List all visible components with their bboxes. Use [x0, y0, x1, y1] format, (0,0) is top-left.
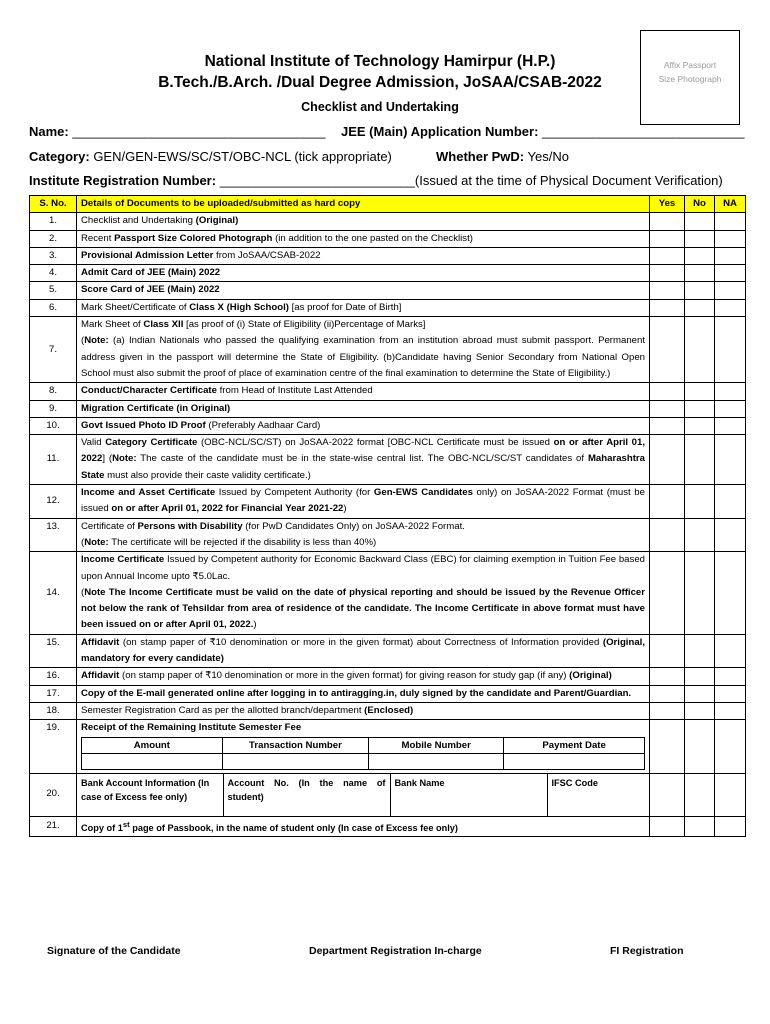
institute-title: National Institute of Technology Hamirpur (H.P.) — [204, 53, 556, 70]
row-na-cell[interactable] — [715, 247, 746, 264]
table-row — [30, 247, 746, 264]
row-yes-cell[interactable] — [650, 720, 685, 773]
row-details: Govt Issued Photo ID Proof (Preferably Aadhaar Card) — [77, 417, 650, 434]
row-sno: 4. — [30, 265, 77, 282]
documents-table — [29, 195, 746, 837]
row-sno: 18. — [30, 702, 77, 719]
row-no-cell[interactable] — [685, 685, 715, 702]
row-sno: 9. — [30, 400, 77, 417]
inst-reg-blank: ___________________________ — [219, 173, 415, 188]
department-signature: Department Registration In-charge — [309, 945, 482, 957]
row-no-cell[interactable] — [685, 816, 715, 836]
row-yes-cell[interactable] — [650, 702, 685, 719]
category-label: Category: — [29, 149, 90, 164]
row-details: Valid Category Certificate (OBC-NCL/SC/ST) on JoSAA-2022 format [OBC-NCL Certificate must be issued on or after April 01, 2022] (Note: The caste of the candidate must be in the state-wise central list. The OBC-NCL/SC/ST candidates of Maharashtra State must also provide their caste validity certificate.) — [77, 435, 650, 485]
row-no-cell[interactable] — [685, 417, 715, 434]
row-sno: 21. — [30, 816, 77, 836]
photo-box-text-1: Affix Passport — [663, 60, 717, 70]
row-yes-cell[interactable] — [650, 299, 685, 316]
row-no-cell[interactable] — [685, 634, 715, 668]
table-row — [30, 702, 746, 719]
row-details: Recent Passport Size Colored Photograph (in addition to the one pasted on the Checklist) — [77, 230, 650, 247]
row-sno: 20. — [30, 773, 77, 816]
row-details: Checklist and Undertaking (Original) — [77, 213, 650, 230]
row-details: Migration Certificate (in Original) — [77, 400, 650, 417]
fee-receipt-table — [81, 737, 645, 770]
row-yes-cell[interactable] — [650, 773, 685, 816]
row-yes-cell[interactable] — [650, 317, 685, 383]
row-yes-cell[interactable] — [650, 247, 685, 264]
row-yes-cell[interactable] — [650, 265, 685, 282]
row-sno: 14. — [30, 552, 77, 634]
row-no-cell[interactable] — [685, 435, 715, 485]
row-yes-cell[interactable] — [650, 668, 685, 685]
row-no-cell[interactable] — [685, 282, 715, 299]
payment-date-header: Payment Date — [504, 737, 645, 753]
bank-account-info: Bank Account Information (In case of Excess fee only) — [81, 777, 210, 802]
row-details: Copy of the E-mail generated online after logging in to antiragging.in, duly signed by the candidate and Parent/Guardian. — [77, 685, 650, 702]
row-details: Affidavit (on stamp paper of ₹10 denomination or more in the given format) about Correctness of Information provided (Original, mandatory for every candidate) — [77, 634, 650, 668]
row-no-cell[interactable] — [685, 213, 715, 230]
row-na-cell[interactable] — [715, 400, 746, 417]
name-field[interactable] — [29, 124, 325, 139]
table-row — [30, 518, 746, 552]
table-row — [30, 552, 746, 634]
row-yes-cell[interactable] — [650, 213, 685, 230]
row-sno: 11. — [30, 435, 77, 485]
row-na-cell[interactable] — [715, 773, 746, 816]
col-details: Details of Documents to be uploaded/submitted as hard copy — [77, 196, 650, 213]
bank-name: Bank Name — [390, 774, 547, 816]
table-row — [30, 435, 746, 485]
table-row — [30, 417, 746, 434]
table-row — [30, 685, 746, 702]
row-sno: 5. — [30, 282, 77, 299]
table-row — [30, 299, 746, 316]
row-details: Score Card of JEE (Main) 2022 — [77, 282, 650, 299]
pwd-options: Yes/No — [527, 149, 569, 164]
row-no-cell[interactable] — [685, 383, 715, 400]
row-details: Copy of 1st page of Passbook, in the name of student only (In case of Excess fee only) — [77, 816, 650, 836]
inst-reg-label: Institute Registration Number: — [29, 173, 217, 188]
row-details: Income and Asset Certificate Issued by Competent Authority (for Gen-EWS Candidates only) on JoSAA-2022 Format (must be issued on or after April 01, 2022 for Financial Year 2021-22) — [77, 485, 650, 519]
col-no: No — [685, 196, 715, 213]
row-yes-cell[interactable] — [650, 552, 685, 634]
row-yes-cell[interactable] — [650, 634, 685, 668]
row-na-cell[interactable] — [715, 265, 746, 282]
row-yes-cell[interactable] — [650, 383, 685, 400]
row-sno: 6. — [30, 299, 77, 316]
row-no-cell[interactable] — [685, 518, 715, 552]
table-row — [30, 213, 746, 230]
row-details: Affidavit (on stamp paper of ₹10 denomination or more in the given format) for giving reason for study gap (if any) (Original) — [77, 668, 650, 685]
photo-box-text-2: Size Photograph — [658, 74, 722, 84]
row-sno: 3. — [30, 247, 77, 264]
row-no-cell[interactable] — [685, 773, 715, 816]
row-yes-cell[interactable] — [650, 230, 685, 247]
row-sno: 17. — [30, 685, 77, 702]
fee-amount-header: Amount — [82, 737, 223, 753]
row-na-cell[interactable] — [715, 317, 746, 383]
row-sno: 1. — [30, 213, 77, 230]
row-details: Conduct/Character Certificate from Head of Institute Last Attended — [77, 383, 650, 400]
row-yes-cell[interactable] — [650, 417, 685, 434]
row-sno: 2. — [30, 230, 77, 247]
table-row — [30, 317, 746, 383]
table-row — [30, 634, 746, 668]
pwd-field[interactable] — [436, 149, 569, 164]
row-no-cell[interactable] — [685, 400, 715, 417]
row-no-cell[interactable] — [685, 247, 715, 264]
jee-label: JEE (Main) Application Number: — [341, 124, 539, 139]
row-na-cell[interactable] — [715, 213, 746, 230]
row-sno: 10. — [30, 417, 77, 434]
row-na-cell[interactable] — [715, 685, 746, 702]
form-subtitle: Checklist and Undertaking — [301, 100, 459, 114]
row-no-cell[interactable] — [685, 230, 715, 247]
col-na: NA — [715, 196, 746, 213]
row-no-cell[interactable] — [685, 485, 715, 519]
table-row — [30, 485, 746, 519]
row-details: Semester Registration Card as per the allotted branch/department (Enclosed) — [77, 702, 650, 719]
table-row — [30, 400, 746, 417]
row-sno: 7. — [30, 317, 77, 383]
row-na-cell[interactable] — [715, 230, 746, 247]
pwd-label: Whether PwD: — [436, 149, 525, 164]
table-row — [30, 816, 746, 836]
row-sno: 8. — [30, 383, 77, 400]
bank-info-table — [77, 774, 649, 816]
row-na-cell[interactable] — [715, 485, 746, 519]
row-na-cell[interactable] — [715, 282, 746, 299]
row-na-cell[interactable] — [715, 634, 746, 668]
photo-box — [640, 30, 740, 125]
row-no-cell[interactable] — [685, 702, 715, 719]
col-yes: Yes — [650, 196, 685, 213]
row-yes-cell[interactable] — [650, 282, 685, 299]
row-sno: 12. — [30, 485, 77, 519]
row-yes-cell[interactable] — [650, 485, 685, 519]
name-blank: ___________________________________ — [72, 124, 326, 139]
row-no-cell[interactable] — [685, 720, 715, 773]
fi-registration-signature: FI Registration — [610, 945, 684, 957]
row-details — [77, 773, 650, 816]
category-field[interactable] — [29, 149, 392, 164]
row-na-cell[interactable] — [715, 299, 746, 316]
bank-account-number: Account No. (In the name of student) — [223, 774, 390, 816]
table-row — [30, 230, 746, 247]
row-sno: 16. — [30, 668, 77, 685]
row-yes-cell[interactable] — [650, 435, 685, 485]
jee-blank: ____________________________ — [542, 124, 745, 139]
row-no-cell[interactable] — [685, 668, 715, 685]
institute-registration-field[interactable] — [29, 173, 723, 188]
name-label: Name: — [29, 124, 69, 139]
inst-reg-note: (Issued at the time of Physical Document Verification) — [414, 173, 723, 188]
row-details: Admit Card of JEE (Main) 2022 — [77, 265, 650, 282]
row-no-cell[interactable] — [685, 265, 715, 282]
mobile-number-header: Mobile Number — [369, 737, 504, 753]
bank-ifsc: IFSC Code — [547, 774, 649, 816]
row-sno: 15. — [30, 634, 77, 668]
row-sno: 19. — [30, 720, 77, 773]
row-details: Mark Sheet of Class XII [as proof of (i) State of Eligibility (ii)Percentage of Marks] (Note: (a) Indian Nationals who passed the qualifying examination from an institution abroad must submit passport. Permanent address given in the passport will determine the State of Eligibility. (b)Candidate having Senior Secondary from National Open School must also submit the proof of place of examination centre of the final examination to determine the State of Eligibility.) — [77, 317, 650, 383]
fee-entry-cell[interactable] — [504, 753, 645, 769]
row-no-cell[interactable] — [685, 299, 715, 316]
fee-entry-cell[interactable] — [82, 753, 223, 769]
col-sno: S. No. — [30, 196, 77, 213]
row-yes-cell[interactable] — [650, 400, 685, 417]
row-details: Income Certificate Issued by Competent authority for Economic Backward Class (EBC) for claiming exemption in Tuition Fee based upon Annual Income upto ₹5.0Lac. (Note The Income Certificate must be valid on the date of physical reporting and should be issued by the Revenue Officer not below the rank of Tehsildar from area of residence of the candidate. The Income Certificate in above format must have been issued on or after April 01, 2022.) — [77, 552, 650, 634]
row-yes-cell[interactable] — [650, 518, 685, 552]
row-details: Certificate of Persons with Disability (for PwD Candidates Only) on JoSAA-2022 Format. (Note: The certificate will be rejected if the disability is less than 40%) — [77, 518, 650, 552]
row-yes-cell[interactable] — [650, 685, 685, 702]
row-details: Provisional Admission Letter from JoSAA/CSAB-2022 — [77, 247, 650, 264]
transaction-number-header: Transaction Number — [222, 737, 368, 753]
category-options: GEN/GEN-EWS/SC/ST/OBC-NCL (tick appropriate) — [93, 149, 392, 164]
row-details: Receipt of the Remaining Institute Semester Fee Amount Transaction Number Mobile Number Payment Date — [77, 720, 650, 773]
admission-title: B.Tech./B.Arch. /Dual Degree Admission, JoSAA/CSAB-2022 — [158, 74, 602, 91]
row-na-cell[interactable] — [715, 702, 746, 719]
jee-application-field[interactable] — [341, 124, 745, 139]
row-na-cell[interactable] — [715, 435, 746, 485]
row-na-cell[interactable] — [715, 720, 746, 773]
table-row — [30, 720, 746, 773]
candidate-signature: Signature of the Candidate — [47, 945, 181, 957]
fee-entry-cell[interactable] — [222, 753, 368, 769]
row-no-cell[interactable] — [685, 317, 715, 383]
table-row — [30, 668, 746, 685]
table-row — [30, 282, 746, 299]
row-na-cell[interactable] — [715, 518, 746, 552]
row-na-cell[interactable] — [715, 668, 746, 685]
row-na-cell[interactable] — [715, 552, 746, 634]
row-na-cell[interactable] — [715, 383, 746, 400]
row-sno: 13. — [30, 518, 77, 552]
table-row — [30, 265, 746, 282]
row-no-cell[interactable] — [685, 552, 715, 634]
row-details: Mark Sheet/Certificate of Class X (High School) [as proof for Date of Birth] — [77, 299, 650, 316]
row-yes-cell[interactable] — [650, 816, 685, 836]
table-row — [30, 383, 746, 400]
table-header-row — [30, 196, 746, 213]
row-na-cell[interactable] — [715, 417, 746, 434]
table-row — [30, 773, 746, 816]
fee-entry-cell[interactable] — [369, 753, 504, 769]
row-na-cell[interactable] — [715, 816, 746, 836]
